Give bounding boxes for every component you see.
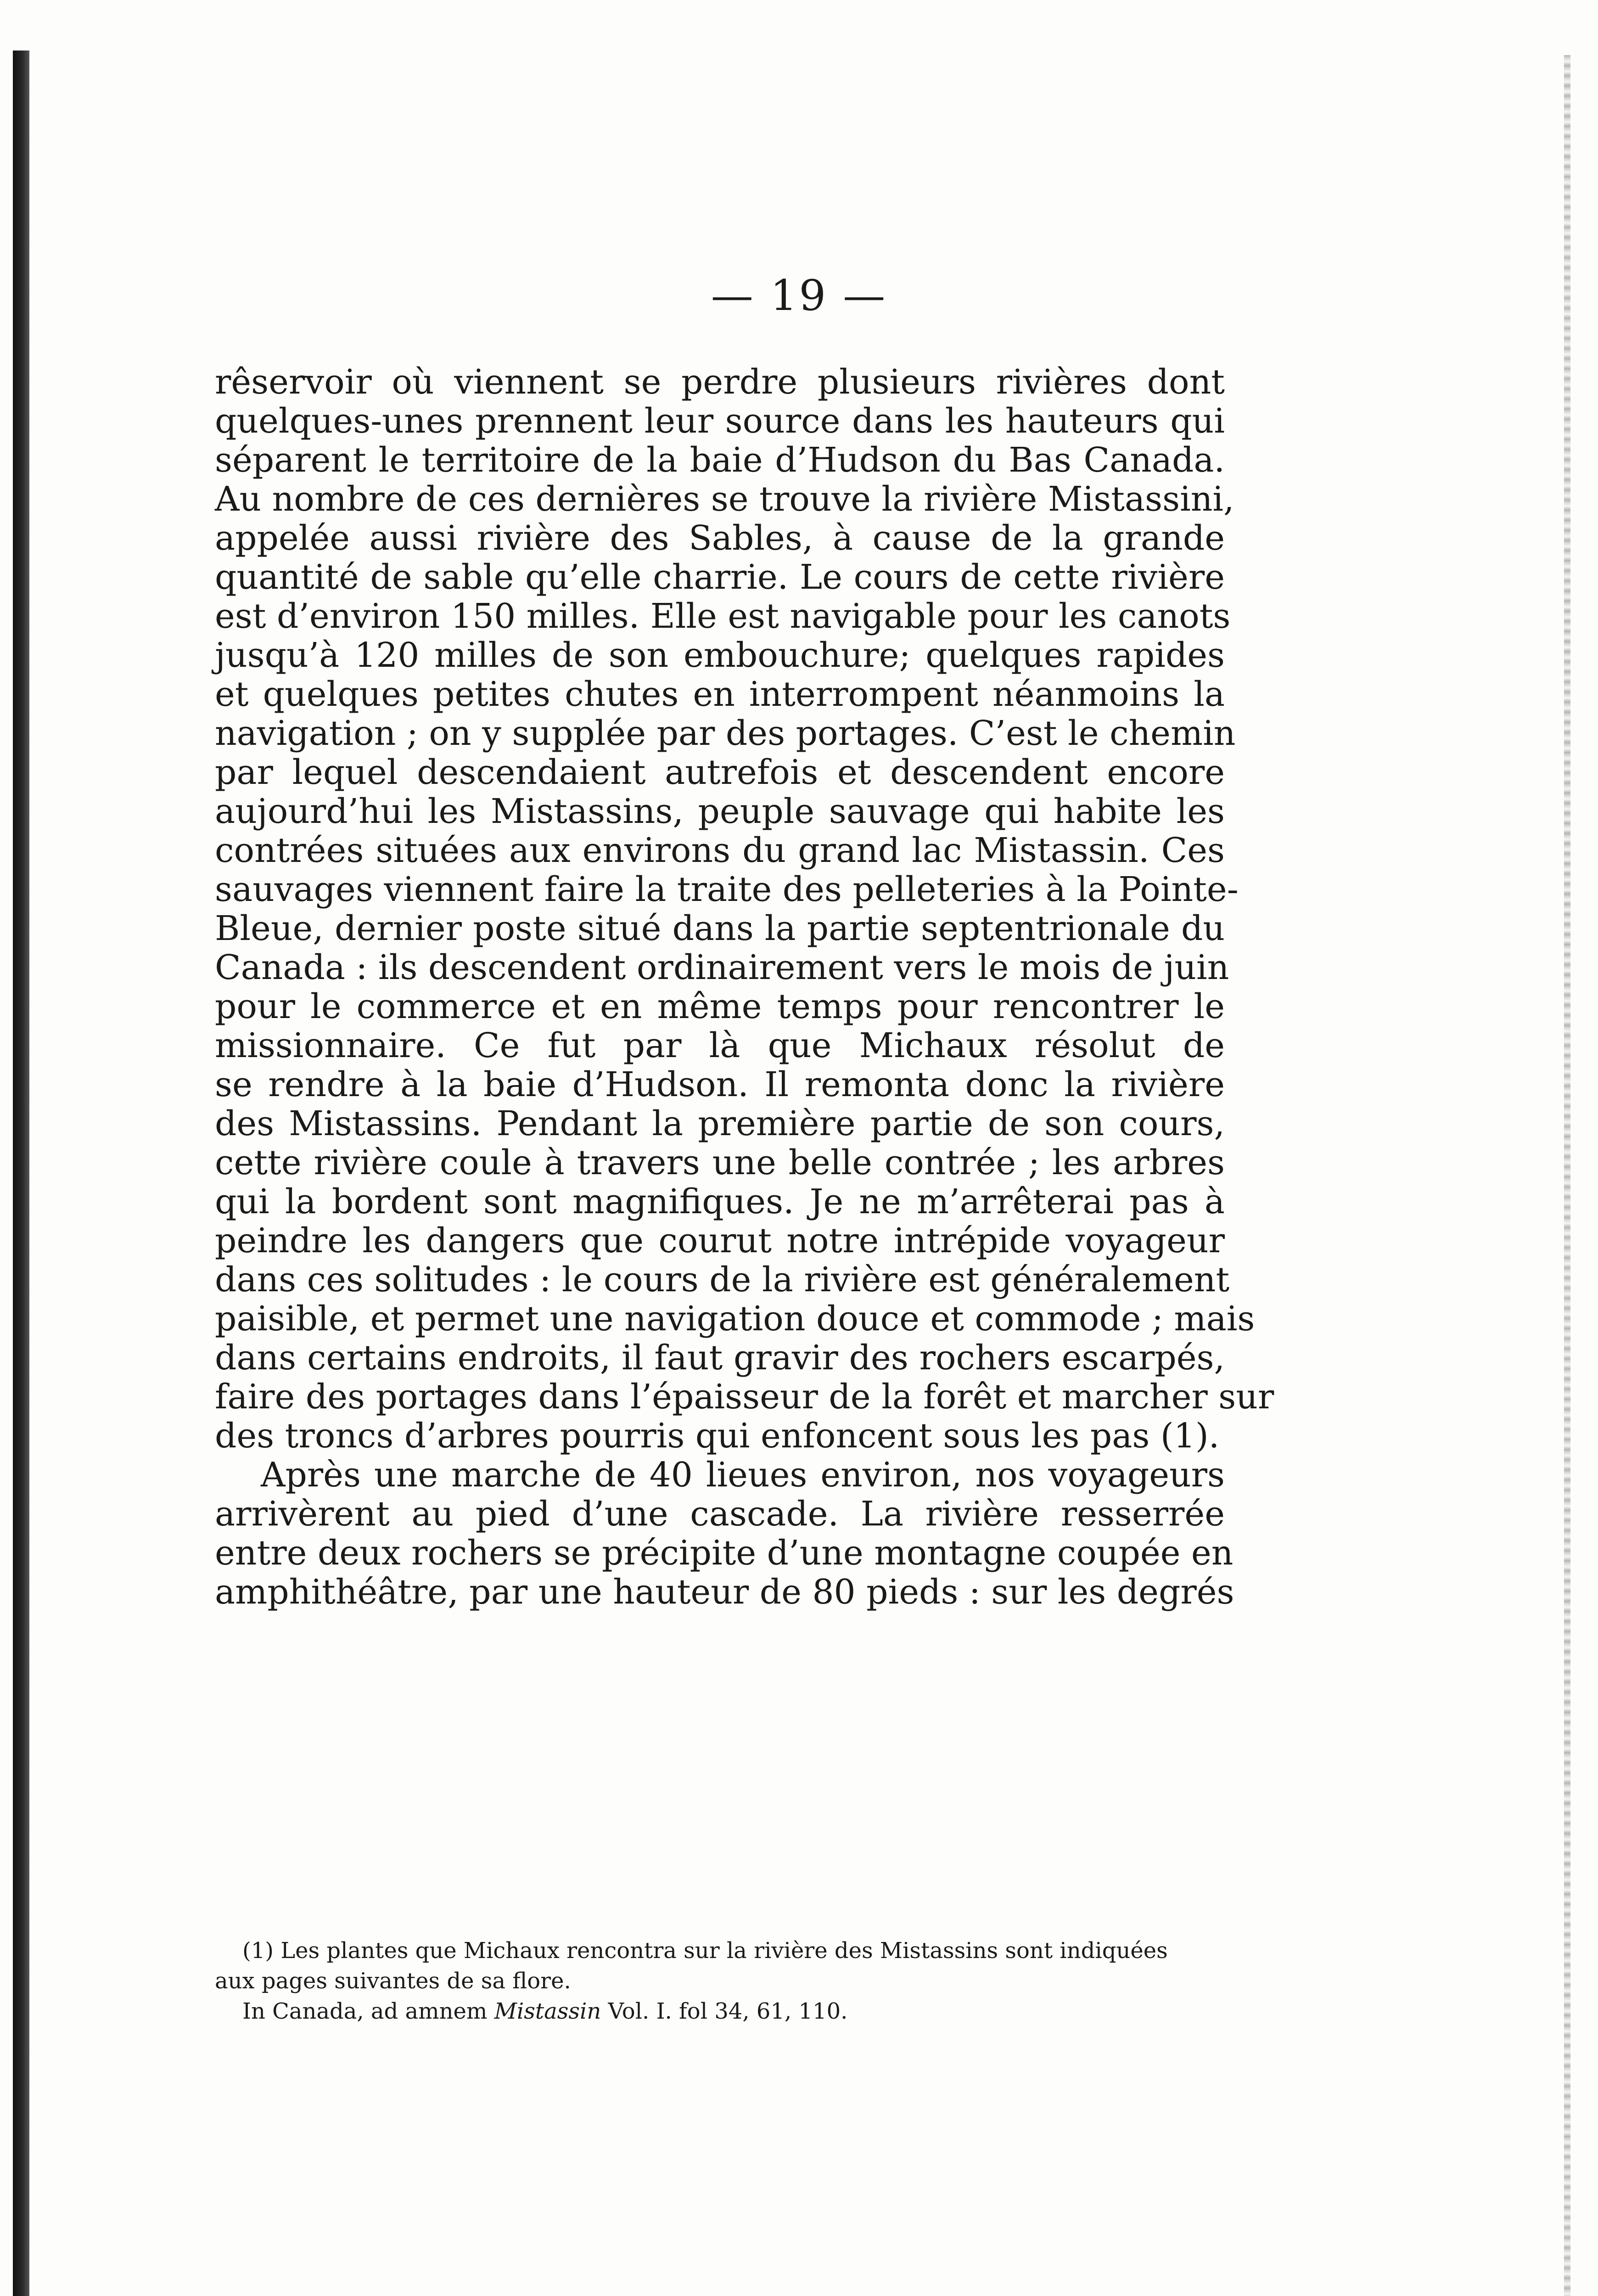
body-text	[215, 362, 1274, 1612]
text-line: rêservoir où viennent se perdre plusieurs rivières dont	[215, 362, 1225, 402]
page-right-edge	[1564, 55, 1570, 2296]
footnote-reference-suffix: Vol. I. fol 34, 61, 110.	[601, 1998, 848, 2024]
text-line: est d’environ 150 milles. Elle est navigable pour les canots	[215, 597, 1231, 636]
footnote	[215, 1936, 1225, 2026]
text-line: Canada : ils descendent ordinairement vers le mois de juin	[215, 948, 1229, 987]
footnote-line	[215, 1996, 1225, 2026]
text-line: appelée aussi rivière des Sables, à cause de la grande	[215, 518, 1225, 558]
page-binding-edge	[13, 51, 29, 2296]
text-line: qui la bordent sont magnifiques. Je ne m’arrêterai pas à	[215, 1182, 1225, 1221]
text-line: navigation ; on y supplée par des portages. C’est le chemin	[215, 714, 1236, 753]
text-line: paisible, et permet une navigation douce et commode ; mais	[215, 1299, 1255, 1339]
text-line: se rendre à la baie d’Hudson. Il remonta donc la rivière	[215, 1065, 1225, 1104]
footnote-reference-prefix: In Canada, ad amnem	[242, 1998, 494, 2024]
text-line: sauvages viennent faire la traite des pelleteries à la Pointe-	[215, 870, 1239, 909]
text-line: peindre les dangers que courut notre intrépide voyageur	[215, 1221, 1225, 1261]
text-line: dans ces solitudes : le cours de la rivière est généralement	[215, 1260, 1230, 1300]
text-line: pour le commerce et en même temps pour rencontrer le	[215, 987, 1225, 1026]
text-line: arrivèrent au pied d’une cascade. La rivière resserrée	[215, 1494, 1225, 1534]
text-line: quelques-unes prennent leur source dans les hauteurs qui	[215, 401, 1225, 441]
text-line: séparent le territoire de la baie d’Hudson du Bas Canada.	[215, 440, 1225, 480]
text-line: faire des portages dans l’épaisseur de la forêt et marcher sur	[215, 1377, 1274, 1417]
text-line: Bleue, dernier poste situé dans la partie septentrionale du	[215, 909, 1225, 948]
text-line: missionnaire. Ce fut par là que Michaux résolut de	[215, 1026, 1225, 1065]
text-line: jusqu’à 120 milles de son embouchure; quelques rapides	[215, 636, 1225, 675]
text-line: quantité de sable qu’elle charrie. Le cours de cette rivière	[215, 557, 1225, 597]
footnote-reference-place: Mistassin	[494, 1998, 601, 2024]
footnote-line: (1) Les plantes que Michaux rencontra sur la rivière des Mistassins sont indiquées	[242, 1938, 1168, 1964]
text-line: par lequel descendaient autrefois et descendent encore	[215, 753, 1225, 792]
text-line: et quelques petites chutes en interrompent néanmoins la	[215, 675, 1225, 714]
text-line: dans certains endroits, il faut gravir des rochers escarpés,	[215, 1338, 1225, 1378]
footnote-line: aux pages suivantes de sa flore.	[215, 1968, 571, 1994]
page-number: — 19 —	[711, 271, 887, 320]
text-line: des troncs d’arbres pourris qui enfoncent sous les pas (1).	[215, 1416, 1220, 1456]
text-line: cette rivière coule à travers une belle contrée ; les arbres	[215, 1143, 1225, 1182]
text-line: amphithéâtre, par une hauteur de 80 pieds : sur les degrés	[215, 1572, 1234, 1612]
text-line: contrées situées aux environs du grand lac Mistassin. Ces	[215, 831, 1225, 870]
text-line: des Mistassins. Pendant la première partie de son cours,	[215, 1104, 1225, 1143]
text-line: aujourd’hui les Mistassins, peuple sauvage qui habite les	[215, 792, 1225, 831]
text-line: Après une marche de 40 lieues environ, nos voyageurs	[261, 1455, 1225, 1495]
text-line: entre deux rochers se précipite d’une montagne coupée en	[215, 1533, 1234, 1573]
text-line: Au nombre de ces dernières se trouve la rivière Mistassini,	[215, 479, 1234, 519]
